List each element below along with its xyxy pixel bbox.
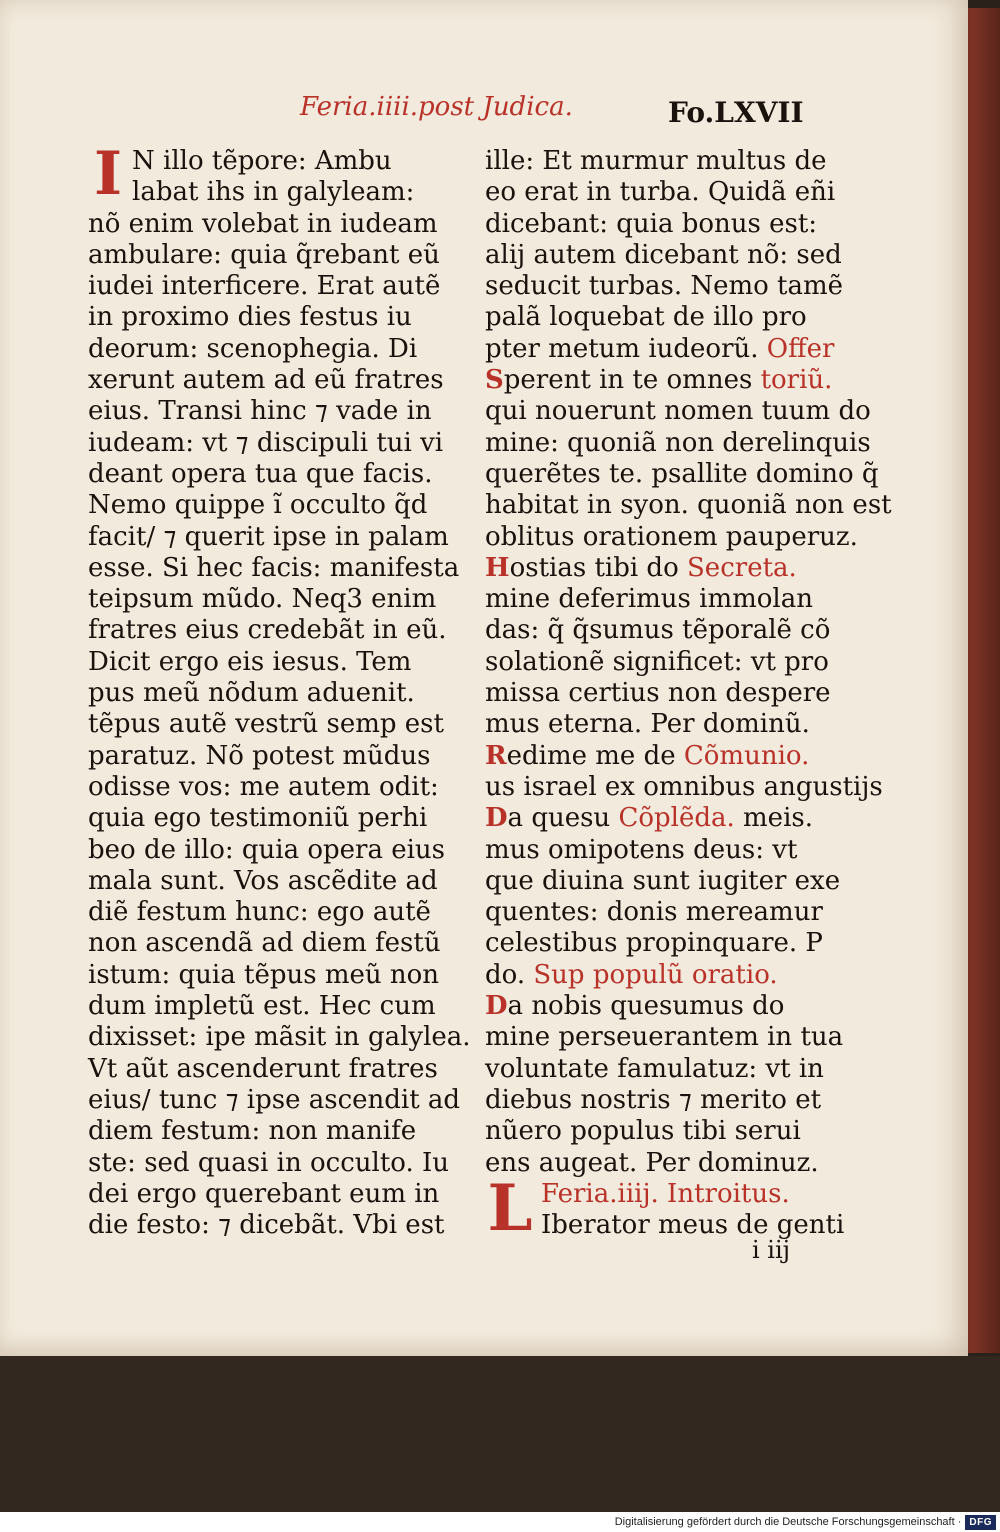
rubric: toriũ. [760,365,833,396]
text-line [485,991,830,1022]
line-text: do. [485,959,526,990]
text-line [485,1022,844,1053]
line-text: mine: quoniã non derelinquis [485,427,871,458]
folio-number: Fo.LXVII [668,96,804,129]
line-text: ens augeat. Per dominuz. [485,1147,819,1178]
text-line: fratres eius credebãt in eũ. [88,615,447,646]
line-text: querẽtes te. psallite domino q̃ [485,458,879,489]
running-title: Feria.iiii.post Judica. [300,92,573,122]
closing-block [485,1170,845,1246]
text-line [485,584,830,615]
line-text: edime me de [506,740,676,771]
text-line: istum: quia tẽpus meũ non [88,959,440,990]
text-line [485,1148,830,1179]
text-line [485,427,871,459]
line-text: us israel ex omnibus angustijs [485,771,883,802]
text-line [485,741,830,772]
right-column [485,146,892,1246]
text-line [485,177,836,208]
line-text: nũero populus tibi serui [485,1116,801,1147]
line-text: pter metum iudeorũ. [485,333,759,364]
text-line: labat ihs in galyleam: [132,177,415,208]
text-line: ambulare: quia q̃rebant eũ [88,239,440,270]
line-text: perent in te omnes [503,365,753,396]
line-text: mine perseuerantem in tua [485,1022,844,1053]
line-text: a quesu [507,803,611,834]
text-line: iudeam: vt ⁊ discipuli tui vi [88,427,444,458]
line-text: alij autem dicebant nõ: sed [485,239,842,270]
text-line: mala sunt. Vos ascẽdite ad [88,865,438,896]
text-line: dixisset: ipe mãsit in galylea. [88,1022,471,1053]
line-text: habitat in syon. quoniã non est [485,490,892,521]
text-line: eius/ tunc ⁊ ipse ascendit ad [88,1084,461,1115]
line-text: ostias tibi do [509,552,679,583]
text-line: tẽpus autẽ vestrũ semp est [88,709,444,740]
red-capital: R [485,740,507,771]
text-line [485,458,879,490]
line-text: mine deferimus immolan [485,584,813,615]
text-line: ste: sed quasi in occulto. Iu [88,1147,450,1178]
text-line: in proximo dies festus iu [88,302,412,333]
line-text: oblitus orationem pauperuz. [485,521,858,552]
text-line [485,521,858,553]
line-tail: meis. [734,803,813,834]
line-text: ille: Et murmur multus de [485,146,827,176]
text-line: teipsum mũdo. Neq3 enim [88,584,437,615]
rubric: Offer [766,333,835,364]
text-line: Nemo quippe ĩ occulto q̃d [88,490,428,521]
line-text: seducit turbas. Nemo tamẽ [485,271,844,302]
text-line: dei ergo querebant eum in [88,1178,440,1209]
text-line: Vt aũt ascenderunt fratres [88,1053,438,1084]
text-line: non ascendã ad diem festũ [88,928,441,959]
text-line: pus meũ nõdum aduenit. [88,678,415,709]
text-line: beo de illo: quia opera eius [88,834,446,865]
text-line: eius. Transi hinc ⁊ vade in [88,396,432,427]
text-line [485,553,830,584]
text-line [485,1054,830,1085]
line-text: dicebant: quia bonus est: [485,208,818,239]
red-capital: D [485,991,508,1022]
line-text: voluntate famulatuz: vt in [485,1053,824,1084]
text-line: paratuz. Nõ potest mũdus [88,740,431,771]
red-capital: D [485,803,508,834]
text-line [485,1116,830,1147]
text-line [485,209,830,240]
red-capital: H [485,552,510,583]
rubric: Sup populũ oratio. [533,959,778,990]
text-line: diẽ festum hunc: ego autẽ [88,897,431,928]
decorated-initial-l: L [487,1170,533,1246]
text-line: die festo: ⁊ dicebãt. Vbi est [88,1210,445,1241]
line-text: missa certius non despere [485,678,831,709]
line-text: das: q̃ q̃sumus tẽporalẽ cõ [485,615,831,646]
line-text: que diuina sunt iugiter exe [485,865,841,896]
text-line [485,960,830,991]
line-text: qui nouerunt nomen tuum do [485,396,871,427]
text-line [485,771,883,803]
text-line [485,803,830,834]
text-line: iudei interficere. Erat autẽ [88,271,441,302]
line-text: diebus nostris ⁊ merito et [485,1084,822,1115]
closing-text: Iberator meus de genti [541,1210,845,1241]
text-line [485,365,833,396]
text-line: quia ego testimoniũ perhi [88,803,428,834]
line-text: celestibus propinquare. P [485,928,823,959]
credit-bar [0,1512,1000,1532]
text-line [485,897,830,928]
text-line [485,928,830,959]
text-line [485,835,830,866]
line-text: mus omipotens deus: vt [485,834,798,865]
line-text: palã loquebat de illo pro [485,302,807,333]
signature-mark: i iij [752,1236,791,1264]
text-line: Dicit ergo eis iesus. Tem [88,646,412,677]
line-text: solationẽ significet: vt pro [485,646,829,677]
text-line [485,333,835,365]
rubric: Cõmunio. [683,740,810,771]
red-capital: S [485,365,504,396]
text-line: deant opera tua que facis. [88,458,433,489]
text-line: deorum: scenophegia. Di [88,333,418,364]
dfg-logo: DFG [965,1515,996,1530]
left-column [88,139,471,1241]
text-line: facit/ ⁊ querit ipse in palam [88,521,449,552]
text-line [485,146,830,177]
line-text: mus eterna. Per dominũ. [485,709,810,740]
text-line: N illo tẽpore: Ambu [132,146,392,176]
text-line: xerunt autem ad eũ fratres [88,365,444,396]
line-text: a nobis quesumus do [507,991,785,1022]
text-line: odisse vos: me autem odit: [88,771,439,802]
text-line [485,396,871,427]
line-text: quentes: donis mereamur [485,897,823,928]
text-line [485,865,841,897]
text-line: diem festum: non manife [88,1116,417,1147]
text-line [485,647,830,678]
decorated-initial: I [93,139,123,209]
text-line [485,709,830,740]
text-line [485,1085,830,1116]
text-line [485,678,830,709]
text-line: dum impletũ est. Hec cum [88,991,436,1022]
text-line [485,302,830,333]
background-strip [0,1356,1000,1532]
line-text: eo erat in turba. Quidã eñi [485,177,836,208]
text-line [485,239,842,271]
text-line [485,271,844,302]
text-line: esse. Si hec facis: manifesta [88,552,460,583]
rubric-feria: Feria.iiij. Introitus. [541,1178,790,1209]
text-line [485,490,892,521]
credit-text: Digitalisierung gefördert durch die Deutsche Forschungsgemeinschaft · [614,1516,962,1528]
text-line [485,615,830,646]
text-line: nõ enim volebat in iudeam [88,208,438,239]
rubric: Cõplẽda. [618,803,735,834]
rubric: Secreta. [687,552,797,583]
